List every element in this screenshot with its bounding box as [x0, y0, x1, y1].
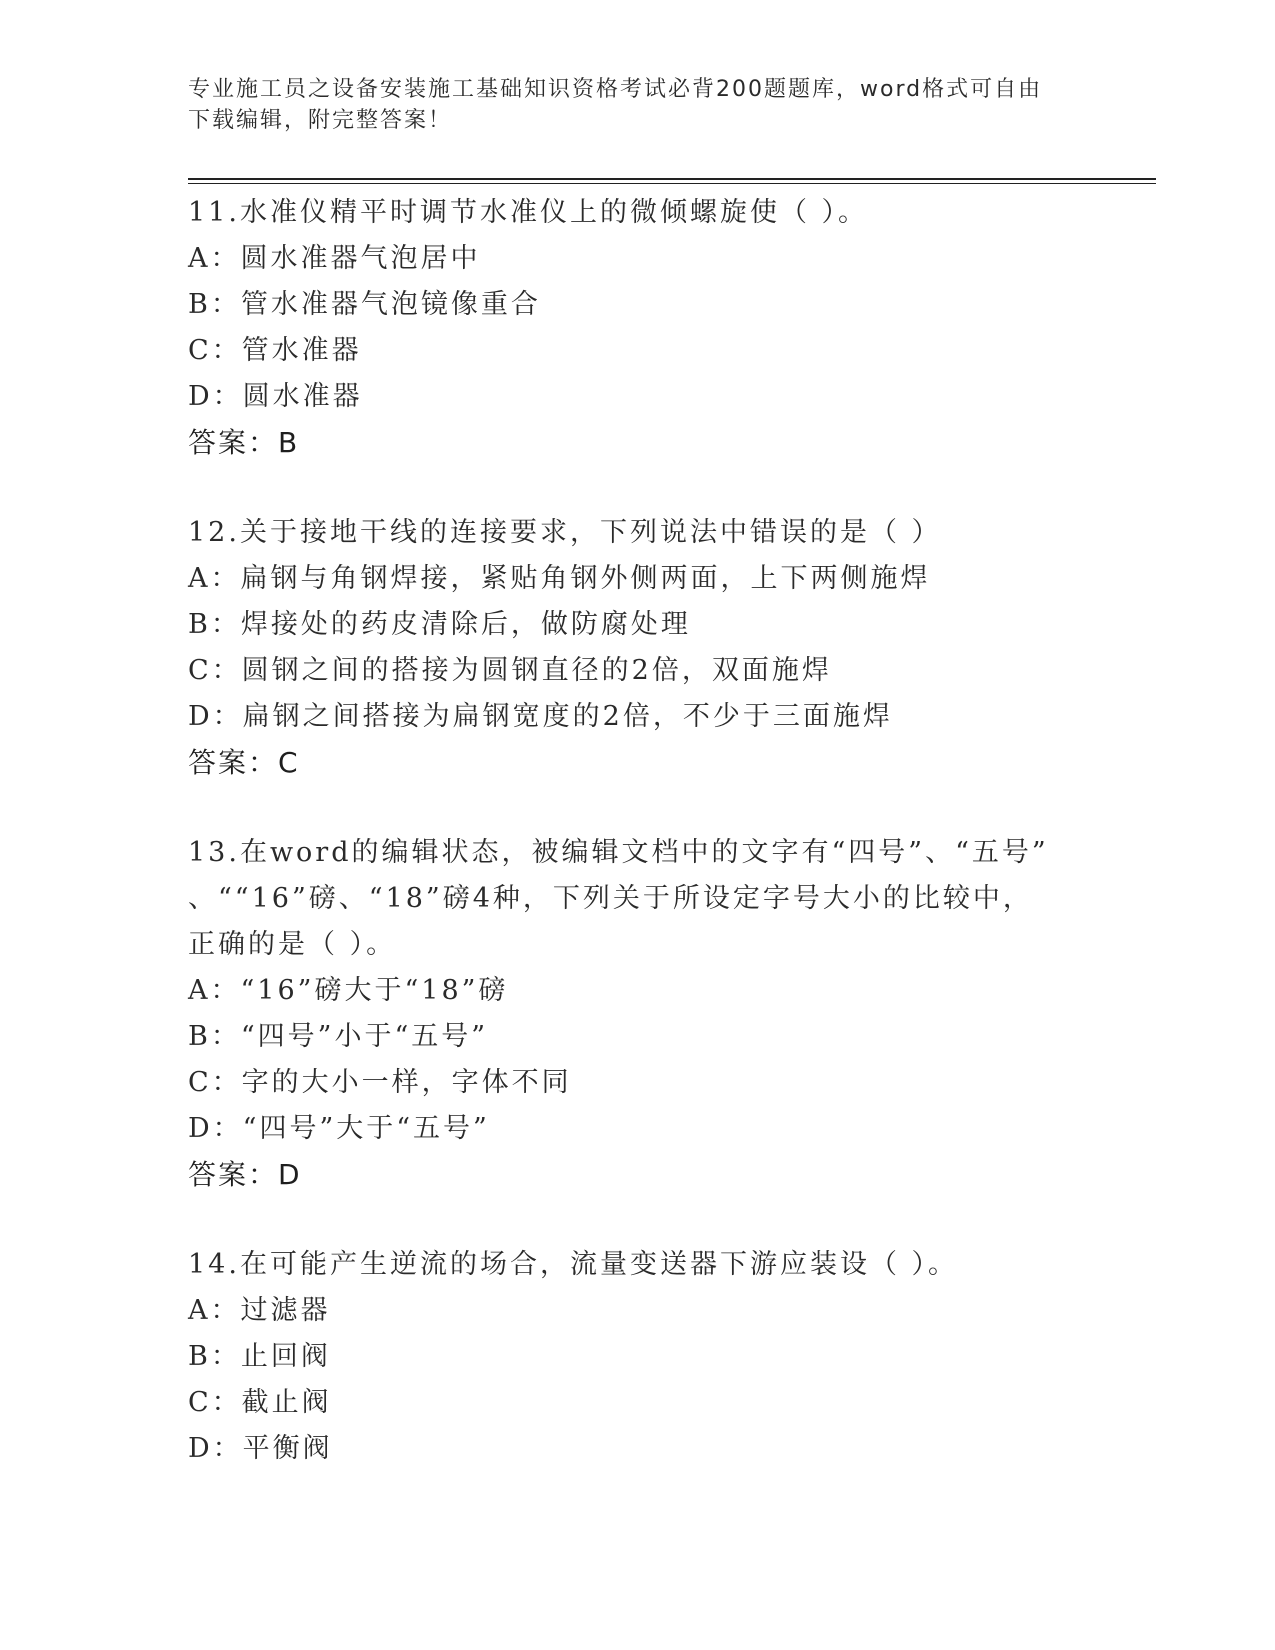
option-d: D：圆水准器	[188, 381, 363, 412]
question-spacer	[188, 786, 1156, 830]
answer-line: 答案：C	[188, 746, 300, 779]
question-stem-line-3: 正确的是（ ）。	[188, 929, 397, 960]
option-a: A：扁钢与角钢焊接，紧贴角钢外侧两面，上下两侧施焊	[188, 563, 931, 594]
question-stem-line-1: 13.在word的编辑状态，被编辑文档中的文字有“四号”、“五号”	[188, 837, 1049, 868]
option-c: C：管水准器	[188, 335, 362, 366]
question-stem: 14.在可能产生逆流的场合，流量变送器下游应装设（ ）。	[188, 1249, 959, 1280]
header-rule-thin	[188, 183, 1156, 184]
question-13	[188, 830, 1156, 1198]
option-c: C：字的大小一样，字体不同	[188, 1067, 572, 1098]
option-c: C：截止阀	[188, 1387, 332, 1418]
option-a: A：过滤器	[188, 1295, 331, 1326]
question-12	[188, 510, 1156, 786]
header-line-2: 下载编辑，附完整答案！	[188, 108, 453, 133]
answer-line: 答案：D	[188, 1158, 302, 1191]
header-line-1: 专业施工员之设备安装施工基础知识资格考试必背200题题库，word格式可自由	[188, 77, 1043, 102]
question-list	[188, 190, 1156, 1472]
option-b: B：“四号”小于“五号”	[188, 1021, 489, 1052]
option-c: C：圆钢之间的搭接为圆钢直径的2倍，双面施焊	[188, 655, 832, 686]
option-a: A：“16”磅大于“18”磅	[188, 975, 509, 1006]
option-d: D：扁钢之间搭接为扁钢宽度的2倍，不少于三面施焊	[188, 701, 893, 732]
option-d: D：平衡阀	[188, 1433, 333, 1464]
question-14	[188, 1242, 1156, 1472]
question-stem: 12.关于接地干线的连接要求，下列说法中错误的是（ ）	[188, 517, 942, 548]
question-spacer	[188, 466, 1156, 510]
question-stem-line-2: 、““16”磅、“18”磅4种，下列关于所设定字号大小的比较中，	[188, 883, 1033, 914]
option-d: D：“四号”大于“五号”	[188, 1113, 490, 1144]
question-11	[188, 190, 1156, 466]
answer-line: 答案：B	[188, 426, 300, 459]
header-rule-thick	[188, 178, 1156, 180]
option-b: B：止回阀	[188, 1341, 331, 1372]
option-b: B：焊接处的药皮清除后，做防腐处理	[188, 609, 691, 640]
option-b: B：管水准器气泡镜像重合	[188, 289, 541, 320]
question-spacer	[188, 1198, 1156, 1242]
option-a: A：圆水准器气泡居中	[188, 243, 481, 274]
document-header	[188, 74, 1068, 136]
question-stem: 11.水准仪精平时调节水准仪上的微倾螺旋使（ ）。	[188, 197, 869, 228]
